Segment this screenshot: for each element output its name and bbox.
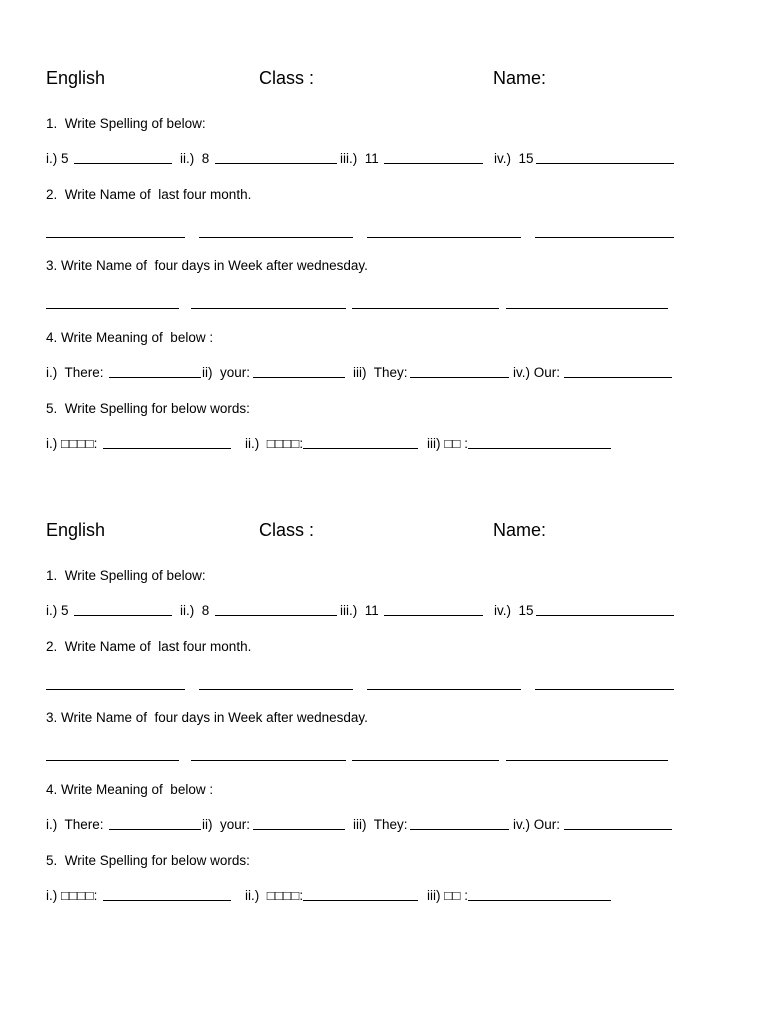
answer-blank[interactable] (109, 377, 201, 378)
question-5-title: 5. Write Spelling for below words: (46, 853, 250, 868)
q4-item-2: ii) your: (202, 365, 251, 380)
q5-item-3: iii) □□ : (427, 888, 469, 903)
answer-blank[interactable] (46, 760, 179, 761)
question-3-answers (46, 748, 686, 764)
q1-item-1: i.) 5 (46, 603, 69, 618)
answer-blank[interactable] (303, 448, 418, 449)
answer-blank[interactable] (384, 615, 483, 616)
question-2-title: 2. Write Name of last four month. (46, 187, 252, 202)
question-5-answers (46, 888, 696, 904)
answer-blank[interactable] (506, 760, 668, 761)
question-1-answers (46, 603, 696, 619)
answer-blank[interactable] (191, 308, 346, 309)
answer-blank[interactable] (109, 829, 201, 830)
question-5-title: 5. Write Spelling for below words: (46, 401, 250, 416)
q5-item-2: ii.) □□□□: (245, 436, 304, 451)
answer-blank[interactable] (46, 308, 179, 309)
worksheet-header (0, 520, 768, 548)
question-1-title: 1. Write Spelling of below: (46, 568, 206, 583)
question-1-title: 1. Write Spelling of below: (46, 116, 206, 131)
q5-item-3: iii) □□ : (427, 436, 469, 451)
answer-blank[interactable] (191, 760, 346, 761)
question-4-answers (46, 817, 696, 833)
answer-blank[interactable] (74, 163, 172, 164)
q1-item-2: ii.) 8 (180, 151, 210, 166)
answer-blank[interactable] (103, 448, 231, 449)
q4-item-4: iv.) Our: (513, 817, 560, 832)
question-5-answers (46, 436, 696, 452)
answer-blank[interactable] (215, 163, 337, 164)
answer-blank[interactable] (384, 163, 483, 164)
answer-blank[interactable] (468, 448, 611, 449)
answer-blank[interactable] (103, 900, 231, 901)
name-label: Name: (493, 68, 547, 88)
answer-blank[interactable] (199, 237, 353, 238)
answer-blank[interactable] (46, 689, 185, 690)
answer-blank[interactable] (564, 829, 672, 830)
q1-item-3: iii.) 11 (340, 603, 379, 618)
q1-item-1: i.) 5 (46, 151, 69, 166)
q1-item-4: iv.) 15 (494, 151, 534, 166)
answer-blank[interactable] (536, 163, 674, 164)
q1-item-3: iii.) 11 (340, 151, 379, 166)
answer-blank[interactable] (535, 237, 674, 238)
question-4-title: 4. Write Meaning of below : (46, 782, 214, 797)
worksheet-header (0, 68, 768, 96)
q4-item-1: i.) There: (46, 817, 104, 832)
question-3-title: 3. Write Name of four days in Week after wednesday. (46, 710, 368, 725)
class-label: Class : (259, 68, 315, 88)
answer-blank[interactable] (303, 900, 418, 901)
answer-blank[interactable] (253, 829, 345, 830)
answer-blank[interactable] (46, 237, 185, 238)
answer-blank[interactable] (564, 377, 672, 378)
q5-item-2: ii.) □□□□: (245, 888, 304, 903)
question-2-answers (46, 677, 686, 693)
name-label: Name: (493, 520, 547, 540)
subject-label: English (46, 68, 106, 88)
answer-blank[interactable] (410, 829, 509, 830)
question-2-title: 2. Write Name of last four month. (46, 639, 252, 654)
class-label: Class : (259, 520, 315, 540)
answer-blank[interactable] (352, 308, 499, 309)
q4-item-1: i.) There: (46, 365, 104, 380)
answer-blank[interactable] (215, 615, 337, 616)
q1-item-4: iv.) 15 (494, 603, 534, 618)
q4-item-4: iv.) Our: (513, 365, 560, 380)
answer-blank[interactable] (536, 615, 674, 616)
question-1-answers (46, 151, 696, 167)
answer-blank[interactable] (199, 689, 353, 690)
answer-blank[interactable] (410, 377, 509, 378)
answer-blank[interactable] (535, 689, 674, 690)
question-3-title: 3. Write Name of four days in Week after wednesday. (46, 258, 368, 273)
question-3-answers (46, 296, 686, 312)
q5-item-1: i.) □□□□: (46, 436, 98, 451)
answer-blank[interactable] (74, 615, 172, 616)
answer-blank[interactable] (506, 308, 668, 309)
answer-blank[interactable] (352, 760, 499, 761)
q4-item-3: iii) They: (353, 817, 408, 832)
question-4-answers (46, 365, 696, 381)
answer-blank[interactable] (468, 900, 611, 901)
q4-item-3: iii) They: (353, 365, 408, 380)
answer-blank[interactable] (367, 689, 521, 690)
q5-item-1: i.) □□□□: (46, 888, 98, 903)
answer-blank[interactable] (367, 237, 521, 238)
subject-label: English (46, 520, 106, 540)
answer-blank[interactable] (253, 377, 345, 378)
question-4-title: 4. Write Meaning of below : (46, 330, 214, 345)
q4-item-2: ii) your: (202, 817, 251, 832)
q1-item-2: ii.) 8 (180, 603, 210, 618)
question-2-answers (46, 225, 686, 241)
